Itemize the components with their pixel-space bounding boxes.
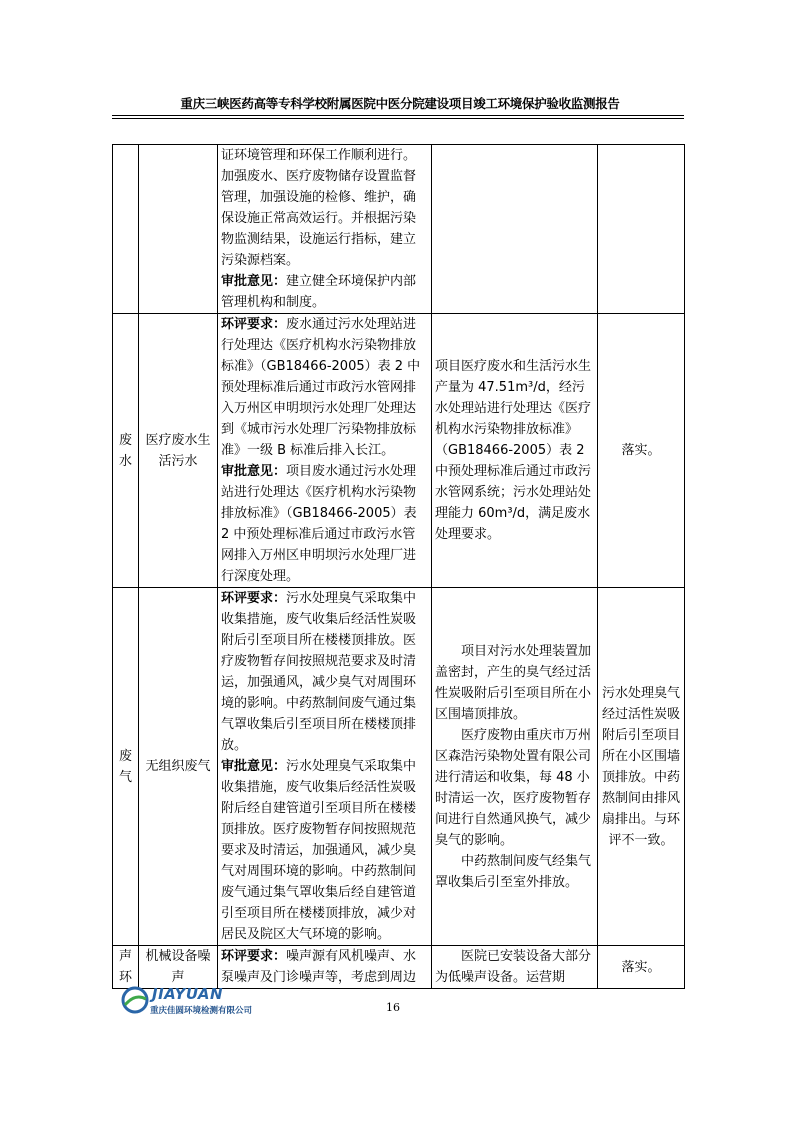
requirement-text: 污水处理臭气采取集中收集措施，废气收集后经活性炭吸附后引至项目所在楼楼顶排放。医疗废物暂存间按照规范要求及时清运，加强通风，减少臭气对周围环境的影响。中药熬制间废气通过集气罩收集后引至项目所在楼楼顶排放。: [221, 591, 417, 753]
actual-text: 项目对污水处理装置加盖密封，产生的臭气经过活性炭吸附后引至项目所在小区围墙顶排放。: [435, 643, 592, 722]
requirement-label: 环评要求：: [221, 949, 287, 964]
requirement-text: 污水处理臭气采取集中收集措施，废气收集后经活性炭吸附后经自建管道引至项目所在楼楼顶排放。医疗废物暂存间按照规范要求及时清运，加强通风，减少臭气对周围环境的影响。中药熬制间废气通过集气罩收集后经自建管道引至项目所在楼楼顶排放，减少对居民及院区大气环境的影响。: [221, 759, 417, 942]
pollution-category-cell: 废水: [113, 314, 139, 588]
actual-text: 项目医疗废水和生活污水生产量为 47.51m³/d，经污水处理站进行处理达《医疗机构水污染物排放标准》（GB18466-2005）表 2 中预处理标准后通过市政污水管网系统；污水处理站处理能力 60m³/d，满足废水处理要求。: [435, 359, 592, 542]
acceptance-table: [112, 144, 685, 989]
requirement-paragraph: [221, 271, 428, 313]
compliance-note-cell: 落实。: [598, 946, 685, 989]
table-row: [113, 588, 685, 946]
pollution-source-cell: 医疗废水生活污水: [139, 314, 218, 588]
table-row: [113, 145, 685, 314]
requirement-text: 噪声源有风机噪声、水泵噪声及门诊噪声等，考虑到周边: [221, 949, 417, 985]
compliance-note-cell: [598, 145, 685, 314]
requirement-paragraph: [221, 314, 428, 461]
requirement-text: 建立健全环境保护内部管理机构和制度。: [221, 274, 417, 310]
requirement-paragraph: [221, 461, 428, 587]
actual-paragraph: [435, 356, 594, 545]
header-rule-top: [112, 115, 684, 116]
pollution-category-cell: 声环: [113, 946, 139, 989]
actual-implementation-cell: [432, 145, 598, 314]
requirement-cell: [218, 588, 432, 946]
requirement-label: 环评要求：: [221, 317, 287, 332]
page-number: 16: [386, 1001, 400, 1014]
actual-text: 中药熬制间废气经集气罩收集后引至室外排放。: [435, 853, 592, 890]
requirement-cell: [218, 314, 432, 588]
pollution-source-cell: [139, 145, 218, 314]
actual-paragraph: [435, 946, 594, 988]
actual-implementation-cell: [432, 946, 598, 989]
requirement-label: 审批意见：: [221, 274, 287, 289]
logo-text: JIAYUAN: [152, 985, 224, 1003]
requirement-label: 审批意见：: [221, 464, 287, 479]
requirement-text: 项目废水通过污水处理站进行处理达《医疗机构水污染物排放标准》（GB18466-2005）表 2 中预处理标准后通过市政污水管网排入万州区申明坝污水处理厂进行深度处理。: [221, 464, 417, 584]
requirement-text: 证环境管理和环保工作顺利进行。加强废水、医疗废物储存设置监督管理，加强设施的检修、维护，确保设施正常高效运行。并根据污染物监测结果，设施运行指标，建立污染源档案。: [221, 148, 417, 268]
actual-implementation-cell: [432, 588, 598, 946]
requirement-label: 审批意见：: [221, 759, 287, 774]
header-rule-bottom: [112, 118, 684, 119]
page-header-title: 重庆三峡医药高等专科学校附属医院中医分院建设项目竣工环境保护验收监测报告: [180, 96, 620, 111]
table-row: [113, 314, 685, 588]
requirement-label: 环评要求：: [221, 591, 287, 606]
compliance-note-cell: 落实。: [598, 314, 685, 588]
pollution-category-cell: 废气: [113, 588, 139, 946]
requirement-cell: [218, 946, 432, 989]
requirement-cell: [218, 145, 432, 314]
company-logo: [116, 985, 286, 1019]
requirement-paragraph: [221, 756, 428, 945]
actual-text: 医疗废物由重庆市万州区森浩污染物处置有限公司进行清运和收集，每 48 小时清运一次，医疗废物暂存间进行自然通风换气，减少臭气的影响。: [435, 727, 592, 848]
pollution-category-cell: [113, 145, 139, 314]
company-logo-icon: [120, 985, 150, 1015]
pollution-source-cell: 机械设备噪声: [139, 946, 218, 989]
actual-text: 医院已安装设备大部分为低噪声设备。运营期: [435, 949, 592, 985]
compliance-note-cell: 污水处理臭气经过活性炭吸附后引至项目所在小区围墙顶排放。中药熬制间由排风扇排出。与环评不一致。: [598, 588, 685, 946]
requirement-paragraph: [221, 946, 428, 988]
actual-implementation-cell: [432, 314, 598, 588]
pollution-source-cell: 无组织废气: [139, 588, 218, 946]
actual-paragraph: [435, 641, 594, 725]
requirement-paragraph: [221, 145, 428, 271]
requirement-text: 废水通过污水处理站进行处理达《医疗机构水污染物排放标准》（GB18466-2005）表 2 中预处理标准后通过市政污水管网排入万州区申明坝污水处理厂处理达到《城市污水处理厂污染物排放标准》一级 B 标准后排入长江。: [221, 317, 421, 458]
company-name: 重庆佳圆环境检测有限公司: [150, 1006, 253, 1016]
actual-paragraph: [435, 851, 594, 893]
table-row: [113, 946, 685, 989]
requirement-paragraph: [221, 588, 428, 756]
actual-paragraph: [435, 725, 594, 851]
